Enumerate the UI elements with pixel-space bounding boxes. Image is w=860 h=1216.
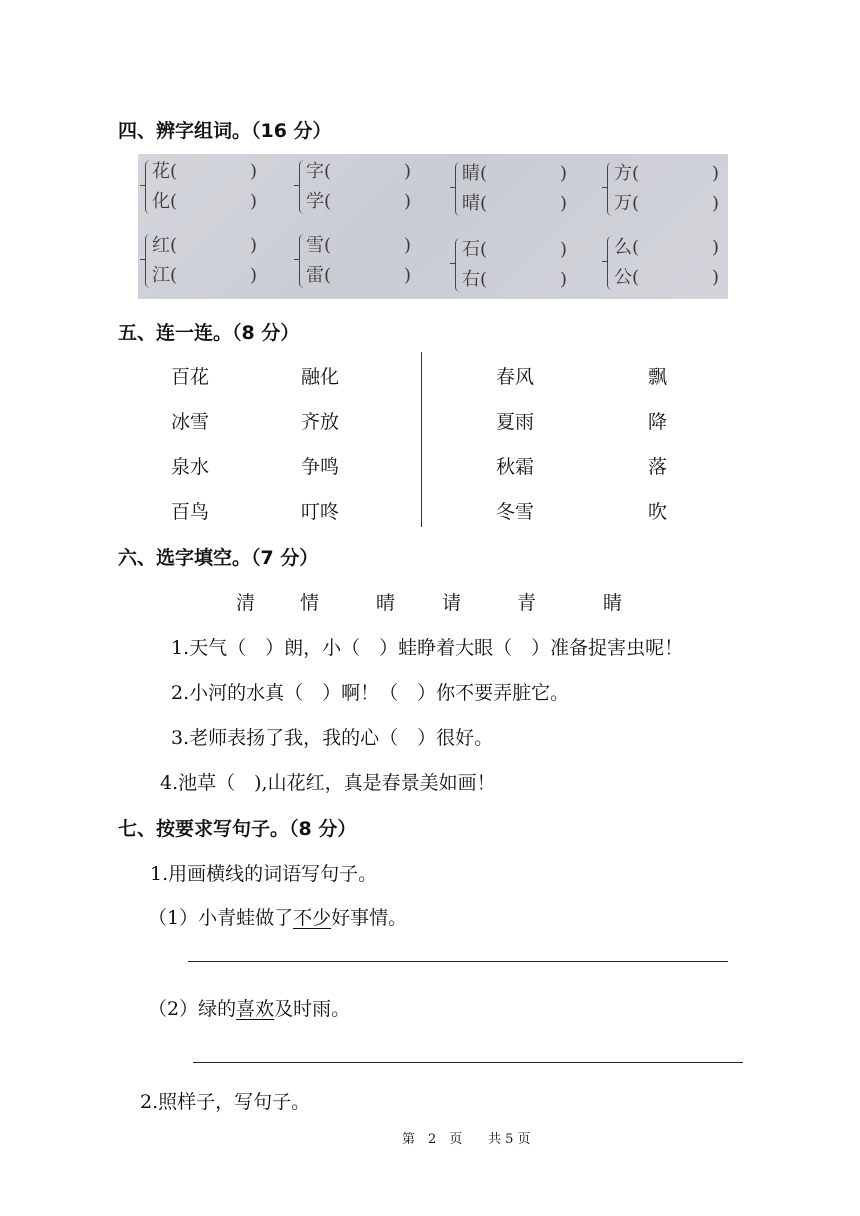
section-4-title: 四、辨字组词。（16 分） [118,120,332,142]
match-item: 落 [648,456,668,478]
match-item: 泉水 [171,456,210,478]
char-item: 万( [614,193,640,214]
section-7-title: 七、按要求写句子。（8 分） [118,818,357,840]
sentence-text: （1）小青蛙做了 [148,907,294,929]
match-item: 百鸟 [171,501,210,523]
close-paren: ) [560,193,568,214]
page-number: 第 2 页 [402,1132,463,1147]
match-item: 吹 [648,501,668,523]
close-paren: ) [250,265,258,286]
char-pair [296,230,444,292]
brace-icon [607,236,614,290]
close-paren: ) [404,235,412,256]
char-item: 雪( [306,235,332,256]
match-item: 争鸣 [301,456,340,478]
close-paren: ) [712,237,720,258]
char-item: 化( [152,191,178,212]
sentence-1 [148,903,407,930]
close-paren: ) [712,267,720,288]
char-item: 方( [614,163,640,184]
match-item: 叮咚 [301,501,340,523]
choice-char: 情 [300,592,320,614]
char-pair [142,230,290,292]
char-item: 花( [152,161,178,182]
close-paren: ) [250,161,258,182]
close-paren: ) [560,163,568,184]
match-item: 冰雪 [171,411,210,433]
char-item: 红( [152,235,178,256]
close-paren: ) [250,235,258,256]
question-1: 1.天气（ ）朗，小（ ）蛙睁着大眼（ ）准备捉害虫呢！ [171,637,684,659]
close-paren: ) [560,269,568,290]
match-item: 冬雪 [496,501,535,523]
word-pair-photo [138,154,728,299]
close-paren: ) [404,191,412,212]
brace-icon [455,162,462,216]
answer-line[interactable] [193,1062,743,1063]
brace-icon [455,238,462,292]
underlined-word: 喜欢 [236,998,275,1020]
char-item: 石( [462,239,488,260]
column-divider [421,352,422,527]
page-total: 共 5 页 [488,1132,531,1147]
close-paren: ) [560,239,568,260]
choice-char: 请 [442,592,462,614]
char-item: 字( [306,161,332,182]
close-paren: ) [712,163,720,184]
choice-char: 晴 [376,592,396,614]
char-item: 公( [614,267,640,288]
match-item: 百花 [171,366,210,388]
close-paren: ) [404,265,412,286]
char-item: 晴( [462,193,488,214]
sub-question-2: 2.照样子，写句子。 [140,1091,311,1113]
match-item: 降 [648,411,668,433]
close-paren: ) [404,161,412,182]
choice-char: 睛 [603,592,623,614]
match-item: 夏雨 [496,411,535,433]
question-2: 2.小河的水真（ ）啊！（ ）你不要弄脏它。 [171,682,570,704]
question-3: 3.老师表扬了我，我的心（ ）很好。 [171,727,494,749]
sub-question-1: 1.用画横线的词语写句子。 [150,863,378,885]
char-item: 右( [462,269,488,290]
sentence-text: （2）绿的 [148,998,237,1020]
char-item: 睛( [462,163,488,184]
brace-icon [299,160,306,214]
close-paren: ) [250,191,258,212]
char-item: 么( [614,237,640,258]
match-item: 春风 [496,366,535,388]
sentence-text: 及时雨。 [274,998,351,1020]
sentence-text: 好事情。 [331,907,408,929]
brace-icon [145,234,152,288]
char-pair [604,158,752,220]
match-item: 融化 [301,366,340,388]
brace-icon [607,162,614,216]
match-item: 秋霜 [496,456,535,478]
section-5-title: 五、连一连。（8 分） [118,322,300,344]
brace-icon [145,160,152,214]
char-pair [452,234,600,296]
match-item: 齐放 [301,411,340,433]
underlined-word: 不少 [293,907,332,929]
match-item: 飘 [648,366,668,388]
char-pair [452,158,600,220]
choice-char: 清 [236,592,256,614]
section-6-title: 六、选字填空。（7 分） [118,547,319,569]
char-pair [142,156,290,218]
char-item: 雷( [306,265,332,286]
char-pair [296,156,444,218]
char-item: 江( [152,265,178,286]
question-4: 4.池草（ ),山花红，真是春景美如画！ [160,772,496,794]
close-paren: ) [712,193,720,214]
sentence-2 [148,994,350,1021]
answer-line[interactable] [188,961,728,962]
char-item: 学( [306,191,332,212]
char-pair [604,232,752,294]
choice-char: 青 [517,592,537,614]
brace-icon [299,234,306,288]
